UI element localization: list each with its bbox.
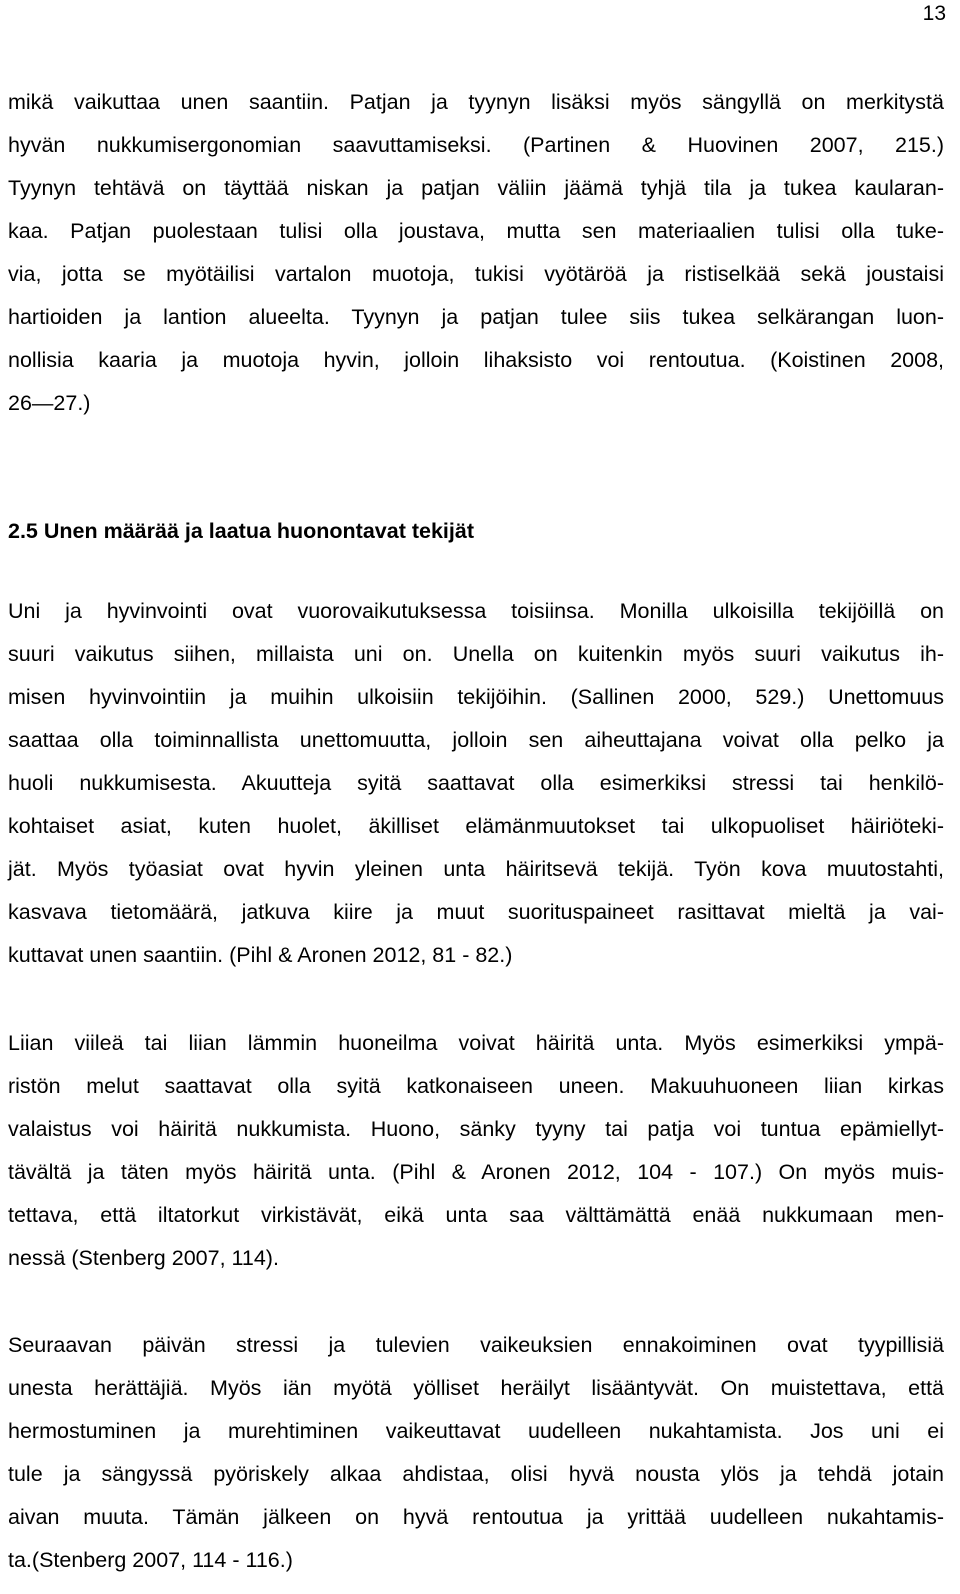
text-line: nollisia kaaria ja muotoja hyvin, jolloin lihaksisto voi rentoutua. (Koistinen 2008, [8,348,944,372]
text-line: ristön melut saattavat olla syitä katkonaiseen uneen. Makuuhuoneen liian kirkas [8,1074,944,1098]
text-line: Tyynyn tehtävä on täyttää niskan ja patjan väliin jäämä tyhjä tila ja tukea kaularan- [8,176,944,200]
text-line: saattaa olla toiminnallista unettomuutta, jolloin sen aiheuttajana voivat olla pelko ja [8,728,944,752]
text-line: valaistus voi häiritä nukkumista. Huono, sänky tyyny tai patja voi tuntua epämiellyt- [8,1117,944,1141]
text-line: tettava, että iltatorkut virkistävät, eikä unta saa välttämättä enää nukkumaan men- [8,1203,944,1227]
text-line: tävältä ja täten myös häiritä unta. (Pihl & Aronen 2012, 104 - 107.) On myös muis- [8,1160,944,1184]
text-line: Seuraavan päivän stressi ja tulevien vaikeuksien ennakoiminen ovat tyypillisiä [8,1333,944,1357]
text-line: kaa. Patjan puolestaan tulisi olla joustava, mutta sen materiaalien tulisi olla tuke- [8,219,944,243]
text-line: suuri vaikutus siihen, millaista uni on. Unella on kuitenkin myös suuri vaikutus ih- [8,642,944,666]
text-line: huoli nukkumisesta. Akuutteja syitä saattavat olla esimerkiksi stressi tai henkilö- [8,771,944,795]
text-line: misen hyvinvointiin ja muihin ulkoisiin tekijöihin. (Sallinen 2000, 529.) Unettomuus [8,685,944,709]
text-line: via, jotta se myötäilisi vartalon muotoja, tukisi vyötäröä ja ristiselkää sekä joustaisi [8,262,944,286]
text-line: kasvava tietomäärä, jatkuva kiire ja muut suorituspaineet rasittavat mieltä ja vai- [8,900,944,924]
text-line: kohtaiset asiat, kuten huolet, äkilliset elämänmuutokset tai ulkopuoliset häiriöteki- [8,814,944,838]
text-line: nessä (Stenberg 2007, 114). [8,1246,279,1270]
text-line: aivan muuta. Tämän jälkeen on hyvä rentoutua ja yrittää uudelleen nukahtamis- [8,1505,944,1529]
text-line: Liian viileä tai liian lämmin huoneilma voivat häiritä unta. Myös esimerkiksi ympä- [8,1031,944,1055]
text-line: jät. Myös työasiat ovat hyvin yleinen unta häiritsevä tekijä. Työn kova muutostahti, [8,857,944,881]
text-line: Uni ja hyvinvointi ovat vuorovaikutuksessa toisiinsa. Monilla ulkoisilla tekijöillä on [8,599,944,623]
text-line: 26—27.) [8,391,91,415]
page-number: 13 [922,2,946,25]
text-line: unesta herättäjiä. Myös iän myötä yölliset heräilyt lisääntyvät. On muistettava, että [8,1376,944,1400]
section-heading: 2.5 Unen määrää ja laatua huonontavat tekijät [8,519,474,543]
text-line: hartioiden ja lantion alueelta. Tyynyn ja patjan tulee siis tukea selkärangan luon- [8,305,944,329]
text-line: tule ja sängyssä pyöriskely alkaa ahdistaa, olisi hyvä nousta ylös ja tehdä jotain [8,1462,944,1486]
text-line: ta.(Stenberg 2007, 114 - 116.) [8,1548,293,1572]
text-line: hyvän nukkumisergonomian saavuttamiseksi. (Partinen & Huovinen 2007, 215.) [8,133,944,157]
text-line: kuttavat unen saantiin. (Pihl & Aronen 2012, 81 - 82.) [8,943,513,967]
text-line: hermostuminen ja murehtiminen vaikeuttavat uudelleen nukahtamista. Jos uni ei [8,1419,944,1443]
text-line: mikä vaikuttaa unen saantiin. Patjan ja tyynyn lisäksi myös sängyllä on merkitystä [8,90,944,114]
